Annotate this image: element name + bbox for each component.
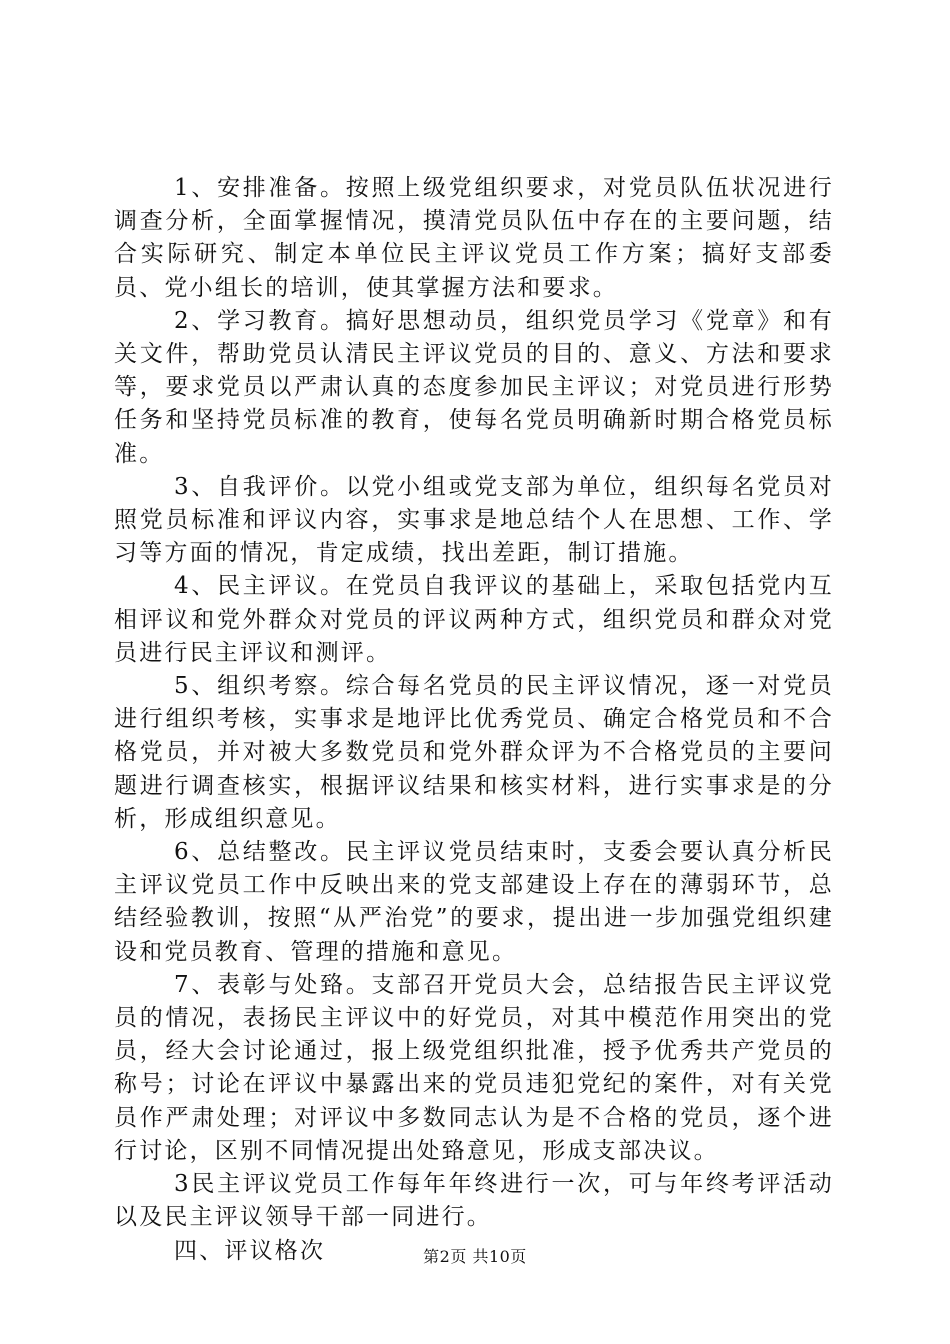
- paragraph-step-6: 6、总结整改。民主评议党员结束时，支委会要认真分析民主评议党员工作中反映出来的党支部建设上存在的薄弱环节，总结经验教训，按照“从严治党”的要求，提出进一步加强党组织建设和党员教育、管理的措施和意见。: [114, 839, 834, 965]
- paragraph-schedule: 3民主评议党员工作每年年终进行一次，可与年终考评活动以及民主评议领导干部一同进行。: [114, 1171, 834, 1231]
- paragraph-step-2: 2、学习教育。搞好思想动员，组织党员学习《党章》和有关文件，帮助党员认清民主评议党员的目的、意义、方法和要求等，要求党员以严肃认真的态度参加民主评议；对党员进行形势任务和坚持党员标准的教育，使每名党员明确新时期合格党员标准。: [114, 307, 834, 467]
- page-number-footer: 第2页 共10页: [423, 1247, 527, 1266]
- paragraph-step-7: 7、表彰与处臵。支部召开党员大会，总结报告民主评议党员的情况，表扬民主评议中的好党员，对其中模范作用突出的党员，经大会讨论通过，报上级党组织批准，授予优秀共产党员的称号；讨论在评议中暴露出来的党员违犯党纪的案件，对有关党员作严肃处理；对评议中多数同志认为是不合格的党员，逐个进行讨论，区别不同情况提出处臵意见，形成支部决议。: [114, 971, 834, 1164]
- section-heading-evaluation-grades: 四、评议格次: [174, 1237, 326, 1264]
- document-body: [114, 172, 834, 1268]
- paragraph-step-1: 1、安排准备。按照上级党组织要求，对党员队伍状况进行调查分析，全面掌握情况，摸清党员队伍中存在的主要问题，结合实际研究、制定本单位民主评议党员工作方案；搞好支部委员、党小组长的培训，使其掌握方法和要求。: [114, 175, 834, 301]
- paragraph-step-4: 4、民主评议。在党员自我评议的基础上，采取包括党内互相评议和党外群众对党员的评议两种方式，组织党员和群众对党员进行民主评议和测评。: [114, 573, 834, 666]
- paragraph-step-5: 5、组织考察。综合每名党员的民主评议情况，逐一对党员进行组织考核，实事求是地评比优秀党员、确定合格党员和不合格党员，并对被大多数党员和党外群众评为不合格党员的主要问题进行调查核实，根据评议结果和核实材料，进行实事求是的分析，形成组织意见。: [114, 673, 834, 832]
- paragraph-step-3: 3、自我评价。以党小组或党支部为单位，组织每名党员对照党员标准和评议内容，实事求是地总结个人在思想、工作、学习等方面的情况，肯定成绩，找出差距，制订措施。: [114, 473, 834, 567]
